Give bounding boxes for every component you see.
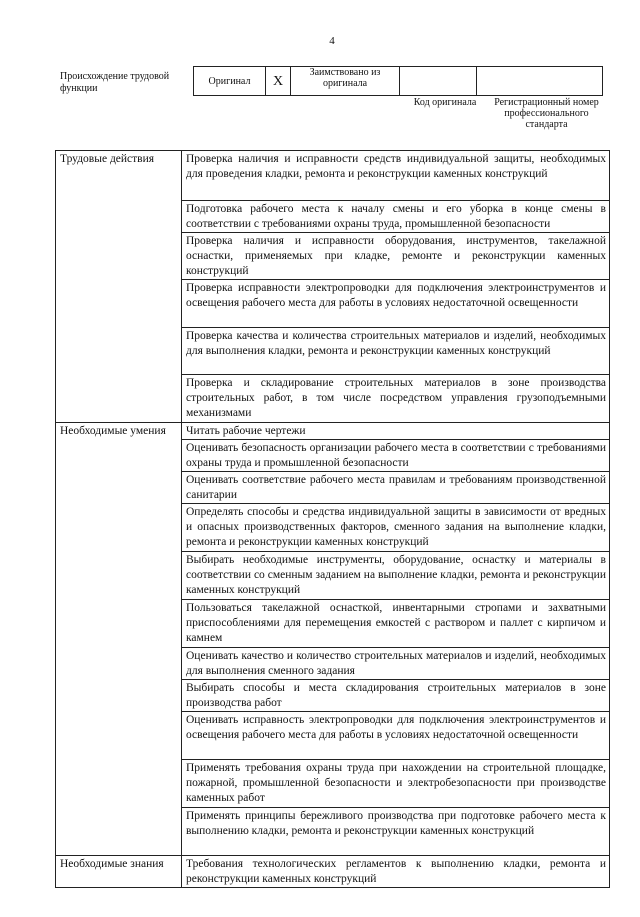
row-text: Читать рабочие чертежи bbox=[182, 423, 610, 440]
row-text: Оценивать безопасность организации рабочего места в соответствии с требованиями охраны труда и промышленной безопасности bbox=[182, 440, 610, 472]
section-label: Необходимые умения bbox=[56, 423, 182, 440]
table-row bbox=[56, 600, 610, 648]
registration-number-caption: Регистрационный номер профессионального стандарта bbox=[494, 97, 599, 130]
table-row bbox=[56, 375, 610, 423]
table-row bbox=[56, 440, 610, 472]
section-label-continuation bbox=[56, 504, 182, 552]
origin-label: Происхождение трудовой функции bbox=[60, 71, 170, 94]
section-label: Необходимые знания bbox=[56, 856, 182, 888]
table-row bbox=[56, 151, 610, 201]
labor-function-table bbox=[55, 150, 610, 888]
section-label: Трудовые действия bbox=[56, 151, 182, 201]
section-label-continuation bbox=[56, 712, 182, 760]
table-row bbox=[56, 552, 610, 600]
section-label-continuation bbox=[56, 280, 182, 328]
table-row bbox=[56, 712, 610, 760]
registration-number-cell bbox=[477, 67, 603, 96]
table-row bbox=[56, 760, 610, 808]
table-row bbox=[56, 201, 610, 233]
row-text: Проверка качества и количества строительных материалов и изделий, необходимых для выполнения кладки, ремонта и реконструкции каменных конструкций bbox=[182, 328, 610, 375]
row-text: Проверка исправности электропроводки для подключения электроинструментов и освещения рабочего места для работы в условиях недостаточной освещенности bbox=[182, 280, 610, 328]
table-row bbox=[56, 856, 610, 888]
table-row bbox=[56, 648, 610, 680]
section-label-continuation bbox=[56, 375, 182, 423]
section-label-continuation bbox=[56, 680, 182, 712]
borrowed-cell: Заимствовано из оригинала bbox=[291, 67, 400, 96]
section-label-continuation bbox=[56, 440, 182, 472]
original-mark: X bbox=[266, 67, 291, 96]
row-text: Применять требования охраны труда при нахождении на строительной площадке, пожарной, промышленной безопасности и электробезопасности при производстве каменных работ bbox=[182, 760, 610, 808]
page-number: 4 bbox=[329, 35, 335, 47]
row-text: Применять принципы бережливого производства при подготовке рабочего места к выполнению кладки, ремонта и реконструкции каменных конструкций bbox=[182, 808, 610, 856]
table-row bbox=[56, 423, 610, 440]
row-text: Выбирать способы и места складирования строительных материалов в зоне производства работ bbox=[182, 680, 610, 712]
table-row bbox=[56, 280, 610, 328]
section-label-continuation bbox=[56, 648, 182, 680]
section-label-continuation bbox=[56, 472, 182, 504]
original-cell: Оригинал bbox=[194, 67, 266, 96]
row-text: Выбирать необходимые инструменты, оборудование, оснастку и материалы в соответствии со сменным заданием на выполнение кладки, ремонта и реконструкции каменных конструкций bbox=[182, 552, 610, 600]
section-label-continuation bbox=[56, 201, 182, 233]
table-row bbox=[56, 233, 610, 280]
section-label-continuation bbox=[56, 600, 182, 648]
section-label-continuation bbox=[56, 760, 182, 808]
row-text: Определять способы и средства индивидуальной защиты в зависимости от вредных и опасных производственных факторов, сменного задания на выполнение кладки, ремонта и реконструкции каменных конструкций bbox=[182, 504, 610, 552]
section-label-continuation bbox=[56, 808, 182, 856]
table-row bbox=[56, 504, 610, 552]
table-row bbox=[56, 808, 610, 856]
row-text: Требования технологических регламентов к выполнению кладки, ремонта и реконструкции каменных конструкций bbox=[182, 856, 610, 888]
section-label-continuation bbox=[56, 233, 182, 280]
row-text: Оценивать исправность электропроводки для подключения электроинструментов и освещения рабочего места для работы в условиях недостаточной освещенности bbox=[182, 712, 610, 760]
table-row bbox=[56, 328, 610, 375]
row-text: Подготовка рабочего места к началу смены и его уборка в конце смены в соответствии с требованиями охраны труда, промышленной безопасности bbox=[182, 201, 610, 233]
table-row bbox=[56, 680, 610, 712]
section-label-continuation bbox=[56, 552, 182, 600]
original-code-caption: Код оригинала bbox=[413, 97, 477, 108]
row-text: Проверка наличия и исправности оборудования, инструментов, такелажной оснастки, применяемых при кладке, ремонте и реконструкции каменных конструкций bbox=[182, 233, 610, 280]
row-text: Проверка наличия и исправности средств индивидуальной защиты, необходимых для проведения кладки, ремонта и реконструкции каменных конструкций bbox=[182, 151, 610, 201]
row-text: Оценивать качество и количество строительных материалов и изделий, необходимых для выполнения сменного задания bbox=[182, 648, 610, 680]
row-text: Оценивать соответствие рабочего места правилам и требованиям производственной санитарии bbox=[182, 472, 610, 504]
row-text: Проверка и складирование строительных материалов в зоне производства строительных работ, в том числе посредством управления грузоподъемными механизмами bbox=[182, 375, 610, 423]
row-text: Пользоваться такелажной оснасткой, инвентарными стропами и захватными приспособлениями для перемещения емкостей с раствором и паллет с кирпичом и камнем bbox=[182, 600, 610, 648]
section-label-continuation bbox=[56, 328, 182, 375]
original-code-cell bbox=[400, 67, 477, 96]
table-row bbox=[56, 472, 610, 504]
origin-table bbox=[193, 66, 603, 96]
